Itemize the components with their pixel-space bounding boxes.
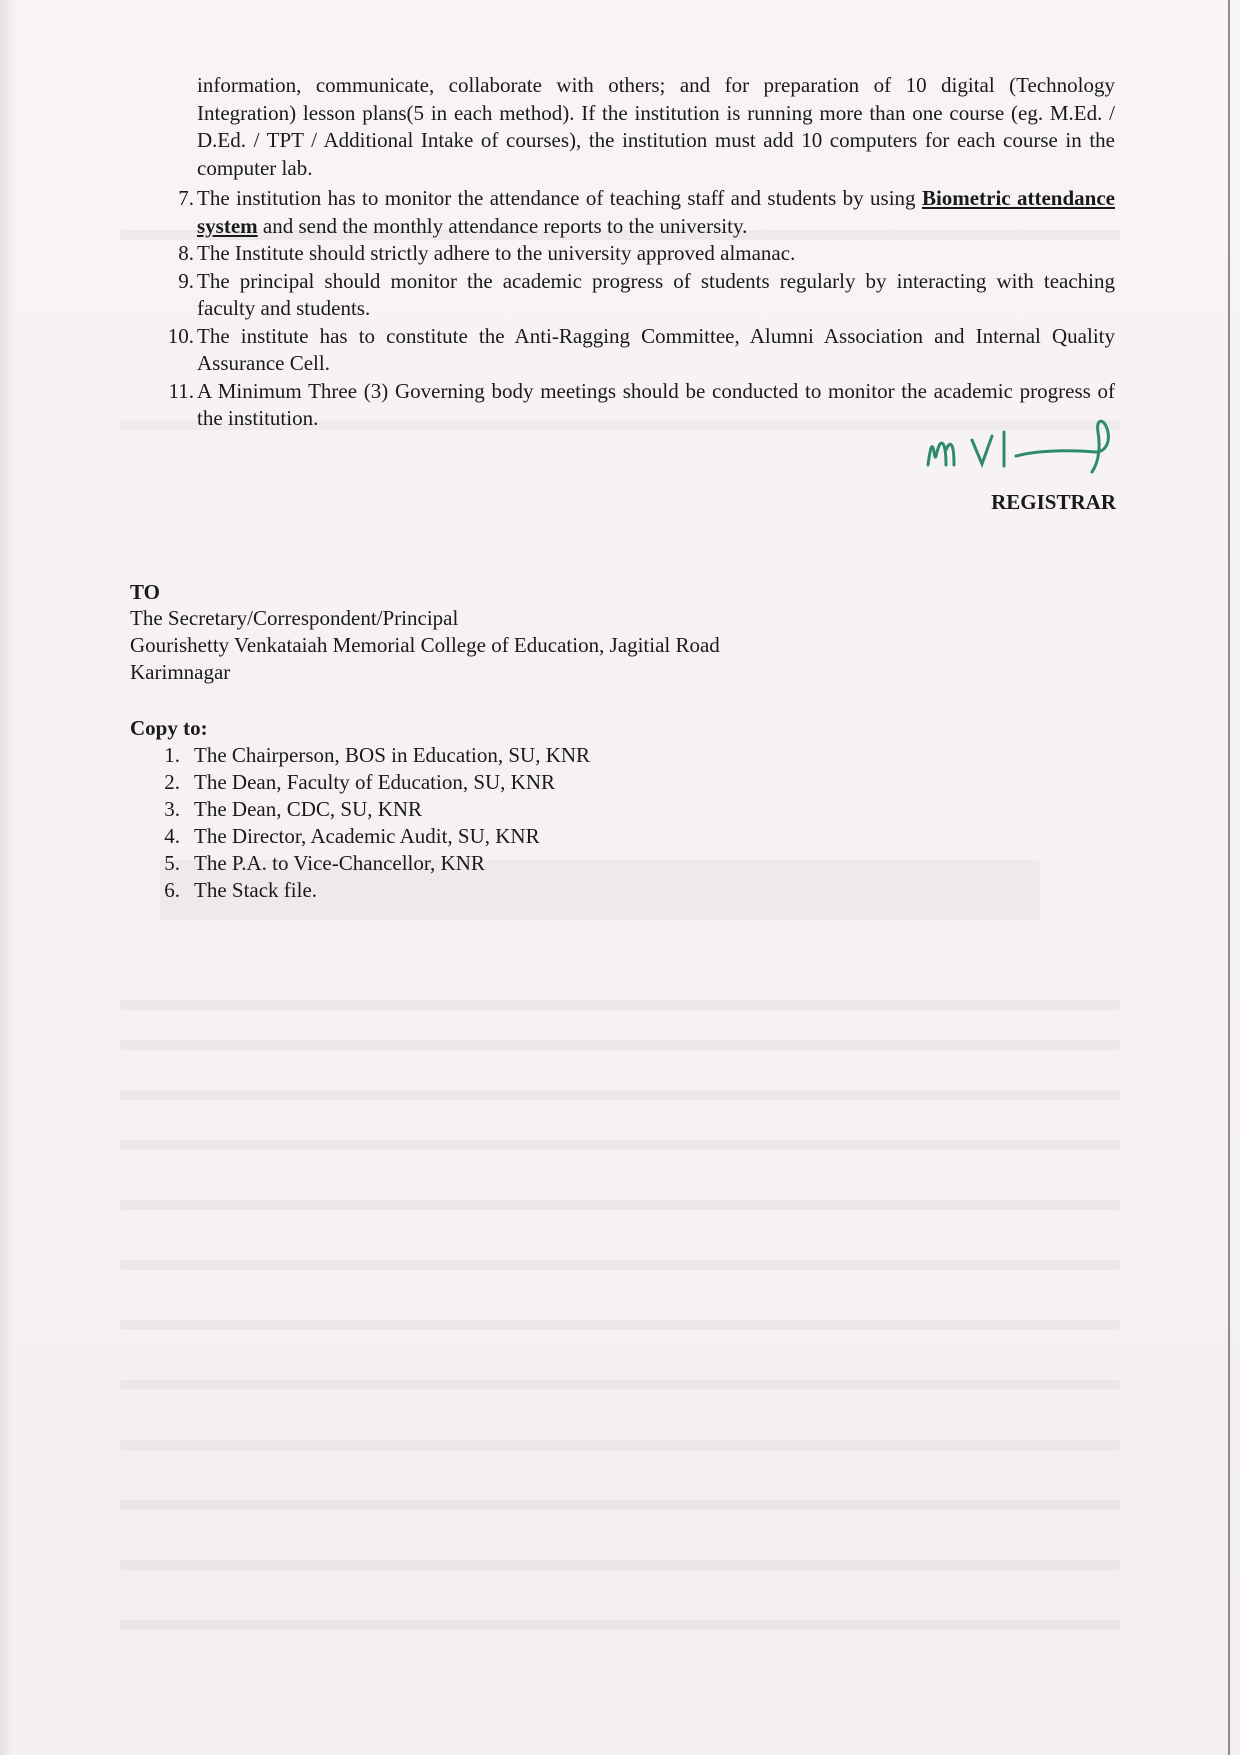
copy-to-heading: Copy to: (130, 716, 208, 740)
item-number: 5. (164, 851, 180, 875)
item-text: The P.A. to Vice-Chancellor, KNR (194, 851, 485, 875)
bleed-through-mark (120, 1200, 1120, 1210)
item-text: The Dean, Faculty of Education, SU, KNR (194, 770, 556, 794)
bleed-through-mark (120, 1140, 1120, 1150)
item-number: 8. (178, 241, 194, 265)
bleed-through-mark (120, 1440, 1120, 1450)
list-item (150, 742, 590, 769)
item-number: 1. (164, 743, 180, 767)
item-number: 7. (178, 186, 194, 210)
item-text: The principal should monitor the academic progress of students regularly by interacting with teaching faculty and students. (197, 268, 1115, 320)
bleed-through-mark (120, 1000, 1120, 1010)
item-number: 3. (164, 797, 180, 821)
list-item (150, 769, 590, 796)
item-number: 10. (167, 323, 194, 348)
item-text: and send the monthly attendance reports to the university. (257, 213, 748, 238)
bleed-through-mark (120, 1560, 1120, 1570)
instruction-list (160, 185, 1115, 433)
list-item (160, 268, 1115, 323)
item-text: The institute has to constitute the Anti-Ragging Committee, Alumni Association and Internal Quality Assurance Cell. (197, 323, 1115, 375)
list-item (160, 323, 1115, 378)
recipient-line: Gourishetty Venkataiah Memorial College of Education, Jagitial Road (130, 633, 720, 657)
to-heading: TO (130, 580, 160, 604)
item-text: The Stack file. (194, 878, 318, 902)
registrar-signature (920, 410, 1120, 480)
bleed-through-mark (120, 1040, 1120, 1050)
list-item (150, 796, 590, 823)
list-item (150, 877, 590, 904)
list-item (150, 823, 590, 850)
item-number: 4. (164, 824, 180, 848)
bleed-through-mark (120, 1500, 1120, 1510)
recipient-address (130, 605, 720, 686)
bleed-through-mark (120, 1320, 1120, 1330)
list-item (150, 850, 590, 877)
continuation-paragraph: information, communicate, collaborate with others; and for preparation of 10 digital (Technology Integration) lesson plans(5 in each method). If the institution is running more than one course (eg. M.Ed. / D.Ed. / TPT / Additional Intake of courses), the institution must add 10 computers for each course in the computer lab. (197, 73, 1115, 180)
bleed-through-mark (120, 1380, 1120, 1390)
bleed-through-mark (120, 1090, 1120, 1100)
scan-left-edge (0, 0, 16, 1755)
copy-to-list (150, 742, 590, 904)
item-text: The Director, Academic Audit, SU, KNR (194, 824, 540, 848)
item-text: The Chairperson, BOS in Education, SU, KNR (194, 743, 591, 767)
item-text: The Dean, CDC, SU, KNR (194, 797, 423, 821)
item-number: 6. (164, 878, 180, 902)
item-text: The Institute should strictly adhere to the university approved almanac. (197, 241, 796, 265)
item-number: 2. (164, 770, 180, 794)
item-number: 11. (168, 378, 194, 403)
biometric-attendance-emphasis: Biometric attendance system (197, 186, 1115, 238)
scan-right-edge (1228, 0, 1230, 1755)
list-item (160, 185, 1115, 240)
bleed-through-mark (120, 1260, 1120, 1270)
registrar-title: REGISTRAR (991, 490, 1116, 514)
list-item (160, 240, 1115, 268)
recipient-line: Karimnagar (130, 660, 231, 684)
item-text: A Minimum Three (3) Governing body meetings should be conducted to monitor the academic progress of the institution. (197, 378, 1115, 430)
item-number: 9. (178, 268, 194, 293)
bleed-through-mark (120, 1620, 1120, 1630)
recipient-line: The Secretary/Correspondent/Principal (130, 606, 459, 630)
item-text: The institution has to monitor the attendance of teaching staff and students by using (197, 186, 922, 210)
